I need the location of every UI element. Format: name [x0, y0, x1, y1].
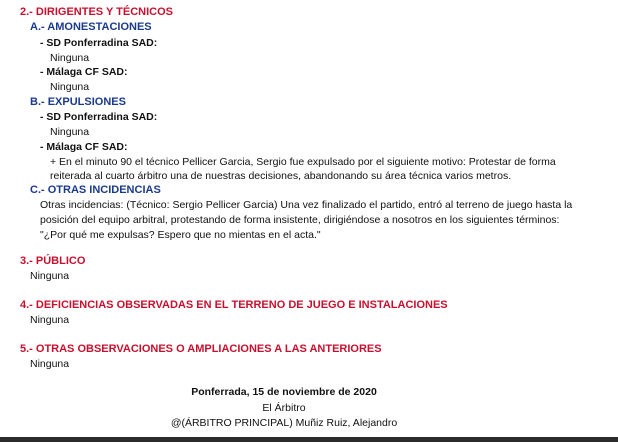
- section-5-value: Ninguna: [30, 358, 70, 370]
- team-value: Ninguna: [50, 126, 90, 138]
- incident-detail-line: posición del equipo arbitral, protestando de forma insistente, dirigiéndose a nosotros en los siguientes términos:: [40, 214, 560, 226]
- team-label: - Málaga CF SAD:: [40, 141, 128, 153]
- section-4-title: 4.- DEFICIENCIAS OBSERVADAS EN EL TERRENO DE JUEGO E INSTALACIONES: [20, 299, 448, 311]
- expulsion-detail-line: reiterada al cuarto árbitro una de nuestras decisiones, abandonando su área técnica varios metros.: [50, 170, 512, 182]
- subsection-a-title: A.- AMONESTACIONES: [30, 21, 152, 33]
- section-2-title: 2.- DIRIGENTES Y TÉCNICOS: [20, 6, 174, 18]
- bottom-bar: [0, 437, 618, 442]
- team-value: Ninguna: [50, 81, 90, 93]
- signer-name: @(ÁRBITRO PRINCIPAL) Muñiz Ruiz, Alejandro: [170, 417, 398, 429]
- expulsion-detail-line: + En el minuto 90 el técnico Pellicer Garcia, Sergio fue expulsado por el siguiente motivo: Protestar de forma: [50, 156, 556, 168]
- signer-role: El Árbitro: [262, 402, 306, 414]
- incident-detail-line: Otras incidencias: (Técnico: Sergio Pellicer Garcia) Una vez finalizado el partido, entró al terreno de juego hasta la: [40, 199, 573, 211]
- section-3-title: 3.- PÚBLICO: [20, 255, 86, 267]
- team-value: Ninguna: [50, 52, 90, 64]
- section-4-value: Ninguna: [30, 314, 70, 326]
- subsection-b-title: B.- EXPULSIONES: [30, 96, 126, 108]
- team-label: - SD Ponferradina SAD:: [40, 37, 158, 49]
- team-label: - SD Ponferradina SAD:: [40, 111, 158, 123]
- place-date: Ponferrada, 15 de noviembre de 2020: [191, 386, 377, 398]
- section-5-title: 5.- OTRAS OBSERVACIONES O AMPLIACIONES A LAS ANTERIORES: [20, 343, 382, 355]
- team-label: - Málaga CF SAD:: [40, 66, 128, 78]
- subsection-c-title: C.- OTRAS INCIDENCIAS: [30, 184, 161, 196]
- section-3-value: Ninguna: [30, 270, 70, 282]
- incident-detail-line: "¿Por qué me expulsas? Espero que no mientas en el acta.": [40, 229, 321, 241]
